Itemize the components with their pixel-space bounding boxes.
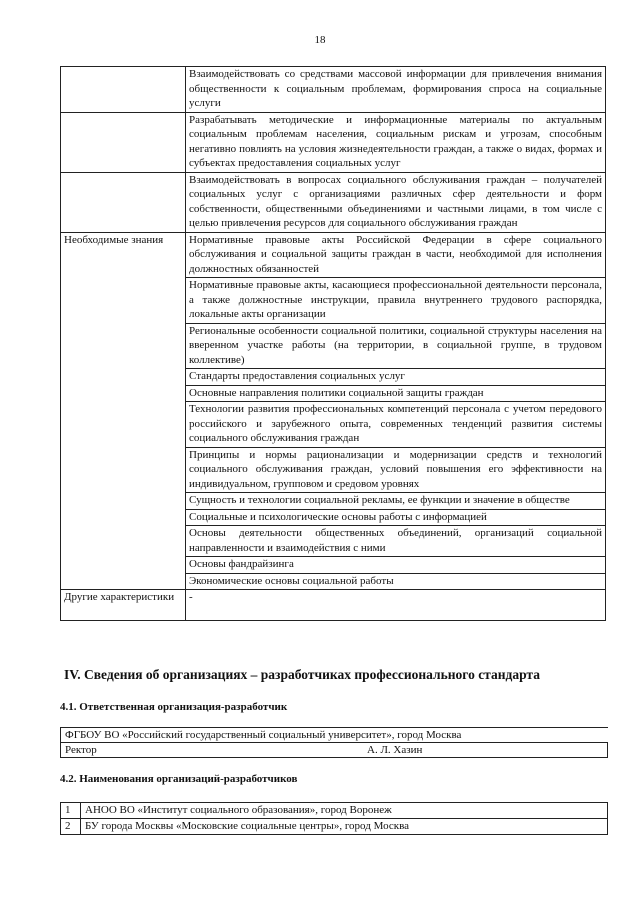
knowledge-cell: Основы деятельности общественных объединений, организаций социальной направленности и взаимодействия с ними bbox=[186, 526, 606, 557]
knowledge-cell: Основы фандрайзинга bbox=[186, 557, 606, 574]
subsection-heading-developers: 4.2. Наименования организаций-разработчиков bbox=[60, 773, 298, 785]
responsible-position: Ректор bbox=[61, 743, 368, 758]
other-characteristics-value: - bbox=[186, 590, 606, 621]
skill-cell: Взаимодействовать в вопросах социального обслуживания граждан – получателей социальных услуг с организациями различных сфер деятельности и форм собственности, общественными объединениями и частными лицами, в том числе с целью привлечения ресурсов для социального обслуживания граждан bbox=[186, 172, 606, 232]
knowledge-cell: Принципы и нормы рационализации и модернизации средств и технологий социального обслуживания граждан, условий повышения его эффективности на индивидуальном, групповом и средовом уровнях bbox=[186, 447, 606, 493]
other-characteristics-label: Другие характеристики bbox=[61, 590, 186, 621]
knowledge-cell: Сущность и технологии социальной рекламы, ее функции и значение в обществе bbox=[186, 493, 606, 510]
row-label-empty bbox=[61, 172, 186, 232]
developer-orgs-table bbox=[60, 802, 608, 835]
skill-cell: Взаимодействовать со средствами массовой информации для привлечения внимания общественности к социальным проблемам, формирования спроса на социальные услуги bbox=[186, 67, 606, 113]
table-row bbox=[61, 819, 608, 835]
row-label-empty bbox=[61, 112, 186, 172]
table-row bbox=[61, 112, 606, 172]
row-number: 1 bbox=[61, 803, 81, 819]
row-label-empty bbox=[61, 67, 186, 113]
table-row bbox=[61, 590, 606, 621]
table-row bbox=[61, 172, 606, 232]
responsible-org-table bbox=[60, 727, 608, 758]
table-row bbox=[61, 803, 608, 819]
table-row bbox=[61, 728, 608, 743]
knowledge-cell: Региональные особенности социальной политики, социальной структуры населения на вверенном участке работы (на территории, в социальной группе, в трудовом коллективе) bbox=[186, 323, 606, 369]
section-heading: IV. Сведения об организациях – разработчиках профессионального стандарта bbox=[64, 667, 540, 682]
knowledge-cell: Нормативные правовые акты Российской Федерации в сфере социального обслуживания и социальной защиты граждан в части, необходимой для исполнения должностных обязанностей bbox=[186, 232, 606, 278]
knowledge-cell: Технологии развития профессиональных компетенций персонала с учетом передового российского и зарубежного опыта, современных тенденций развития системы социального обслуживания граждан bbox=[186, 402, 606, 448]
knowledge-cell: Стандарты предоставления социальных услуг bbox=[186, 369, 606, 386]
subsection-heading-responsible: 4.1. Ответственная организация-разработчик bbox=[60, 701, 288, 713]
developer-org-name: АНОО ВО «Институт социального образования», город Воронеж bbox=[81, 803, 608, 819]
responsible-org-name: ФГБОУ ВО «Российский государственный социальный университет», город Москва bbox=[61, 728, 608, 743]
table-row bbox=[61, 232, 606, 278]
knowledge-label: Необходимые знания bbox=[61, 232, 186, 590]
row-number: 2 bbox=[61, 819, 81, 835]
knowledge-cell: Социальные и психологические основы работы с информацией bbox=[186, 509, 606, 526]
knowledge-cell: Нормативные правовые акты, касающиеся профессиональной деятельности персонала, а также должностные инструкции, правила внутреннего трудового распорядка, локальные акты организации bbox=[186, 278, 606, 324]
responsible-person: А. Л. Хазин bbox=[367, 743, 608, 758]
table-row bbox=[61, 67, 606, 113]
skill-cell: Разрабатывать методические и информационные материалы по актуальным социальным проблемам населения, социальным рискам и угрозам, способным негативно повлиять на условия жизнедеятельности граждан, а также о видах, формах и субъектах предоставления социальных услуг bbox=[186, 112, 606, 172]
knowledge-cell: Экономические основы социальной работы bbox=[186, 573, 606, 590]
knowledge-cell: Основные направления политики социальной защиты граждан bbox=[186, 385, 606, 402]
table-row bbox=[61, 743, 608, 758]
competency-table bbox=[60, 66, 606, 621]
page-number: 18 bbox=[314, 34, 326, 46]
developer-org-name: БУ города Москвы «Московские социальные центры», город Москва bbox=[81, 819, 608, 835]
